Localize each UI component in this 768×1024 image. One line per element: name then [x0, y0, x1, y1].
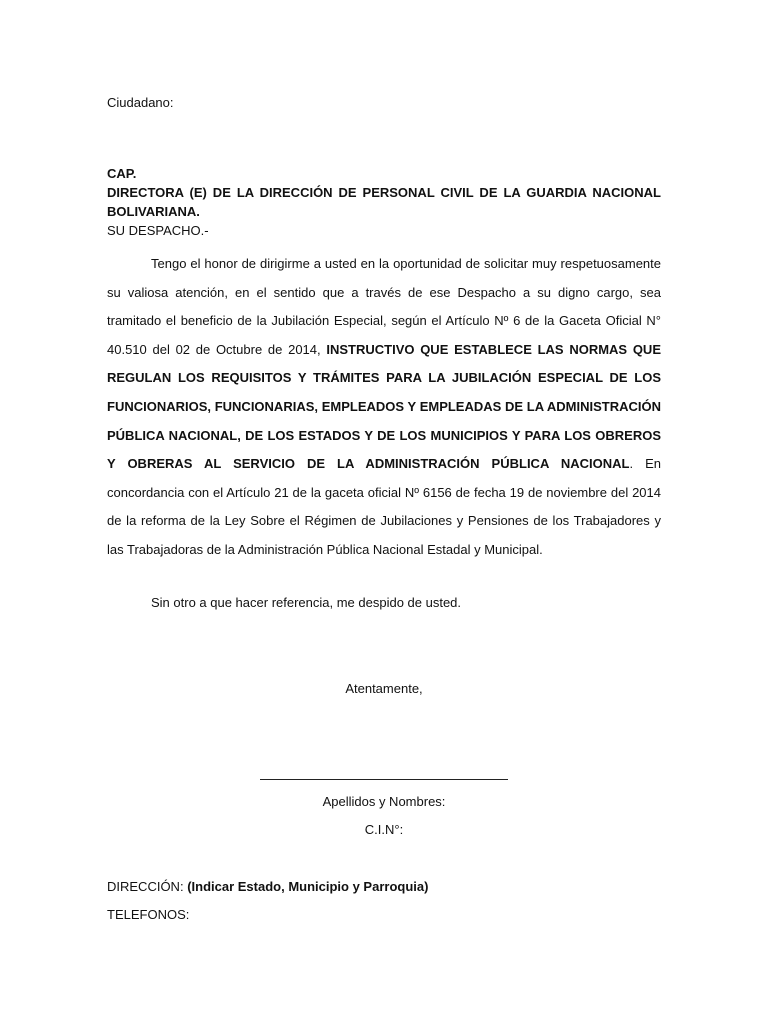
closing: Atentamente,: [345, 681, 423, 696]
phone-label: TELEFONOS:: [107, 907, 190, 922]
recipient-title-line1: DIRECTORA (E) DE LA DIRECCIÓN DE PERSONAL CIVIL DE LA GUARDIA NACIONAL: [107, 185, 661, 200]
signature-line: [260, 779, 508, 780]
body-text-part1: Tengo el honor de dirigirme a usted en la oportunidad de solicitar muy respetuosamente su valiosa atención, en el sentido que a través de ese Despacho a su digno cargo, sea tramitado el beneficio de la Jubilación Especial, según el Artículo Nº 6 de la Gaceta Oficial N° 40.510 del 02 de Octubre de 2014,: [107, 256, 661, 357]
recipient-rank: CAP.: [107, 166, 137, 181]
signature-name-label: Apellidos y Nombres:: [322, 794, 446, 809]
salutation: Ciudadano:: [107, 95, 174, 110]
letter-body: [107, 250, 661, 565]
body-text-part2: . En concordancia con el Artículo 21 de la gaceta oficial Nº 6156 de fecha 19 de noviembre del 2014 de la reforma de la Ley Sobre el Régimen de Jubilaciones y Pensiones de los Trabajadores y las Trabajadoras de la Administración Pública Nacional Estadal y Municipal.: [107, 456, 661, 557]
address-line: [107, 879, 428, 894]
address-hint: (Indicar Estado, Municipio y Parroquia): [187, 879, 429, 894]
body-text-bold: INSTRUCTIVO QUE ESTABLECE LAS NORMAS QUE REGULAN LOS REQUISITOS Y TRÁMITES PARA LA JUBILACIÓN ESPECIAL DE LOS FUNCIONARIOS, FUNCIONARIAS, EMPLEADOS Y EMPLEADAS DE LA ADMINISTRACIÓN PÚBLICA NACIONAL, DE LOS ESTADOS Y DE LOS MUNICIPIOS Y PARA LOS OBREROS Y OBRERAS AL SERVICIO DE LA ADMINISTRACIÓN PÚBLICA NACIONAL: [107, 341, 661, 472]
farewell: Sin otro a que hacer referencia, me despido de usted.: [151, 595, 462, 610]
address-label: DIRECCIÓN:: [107, 879, 184, 894]
recipient-block: [107, 164, 661, 240]
signature-id-label: C.I.N°:: [364, 822, 404, 837]
recipient-title-line2: BOLIVARIANA.: [107, 204, 200, 219]
recipient-office: SU DESPACHO.-: [107, 223, 209, 238]
